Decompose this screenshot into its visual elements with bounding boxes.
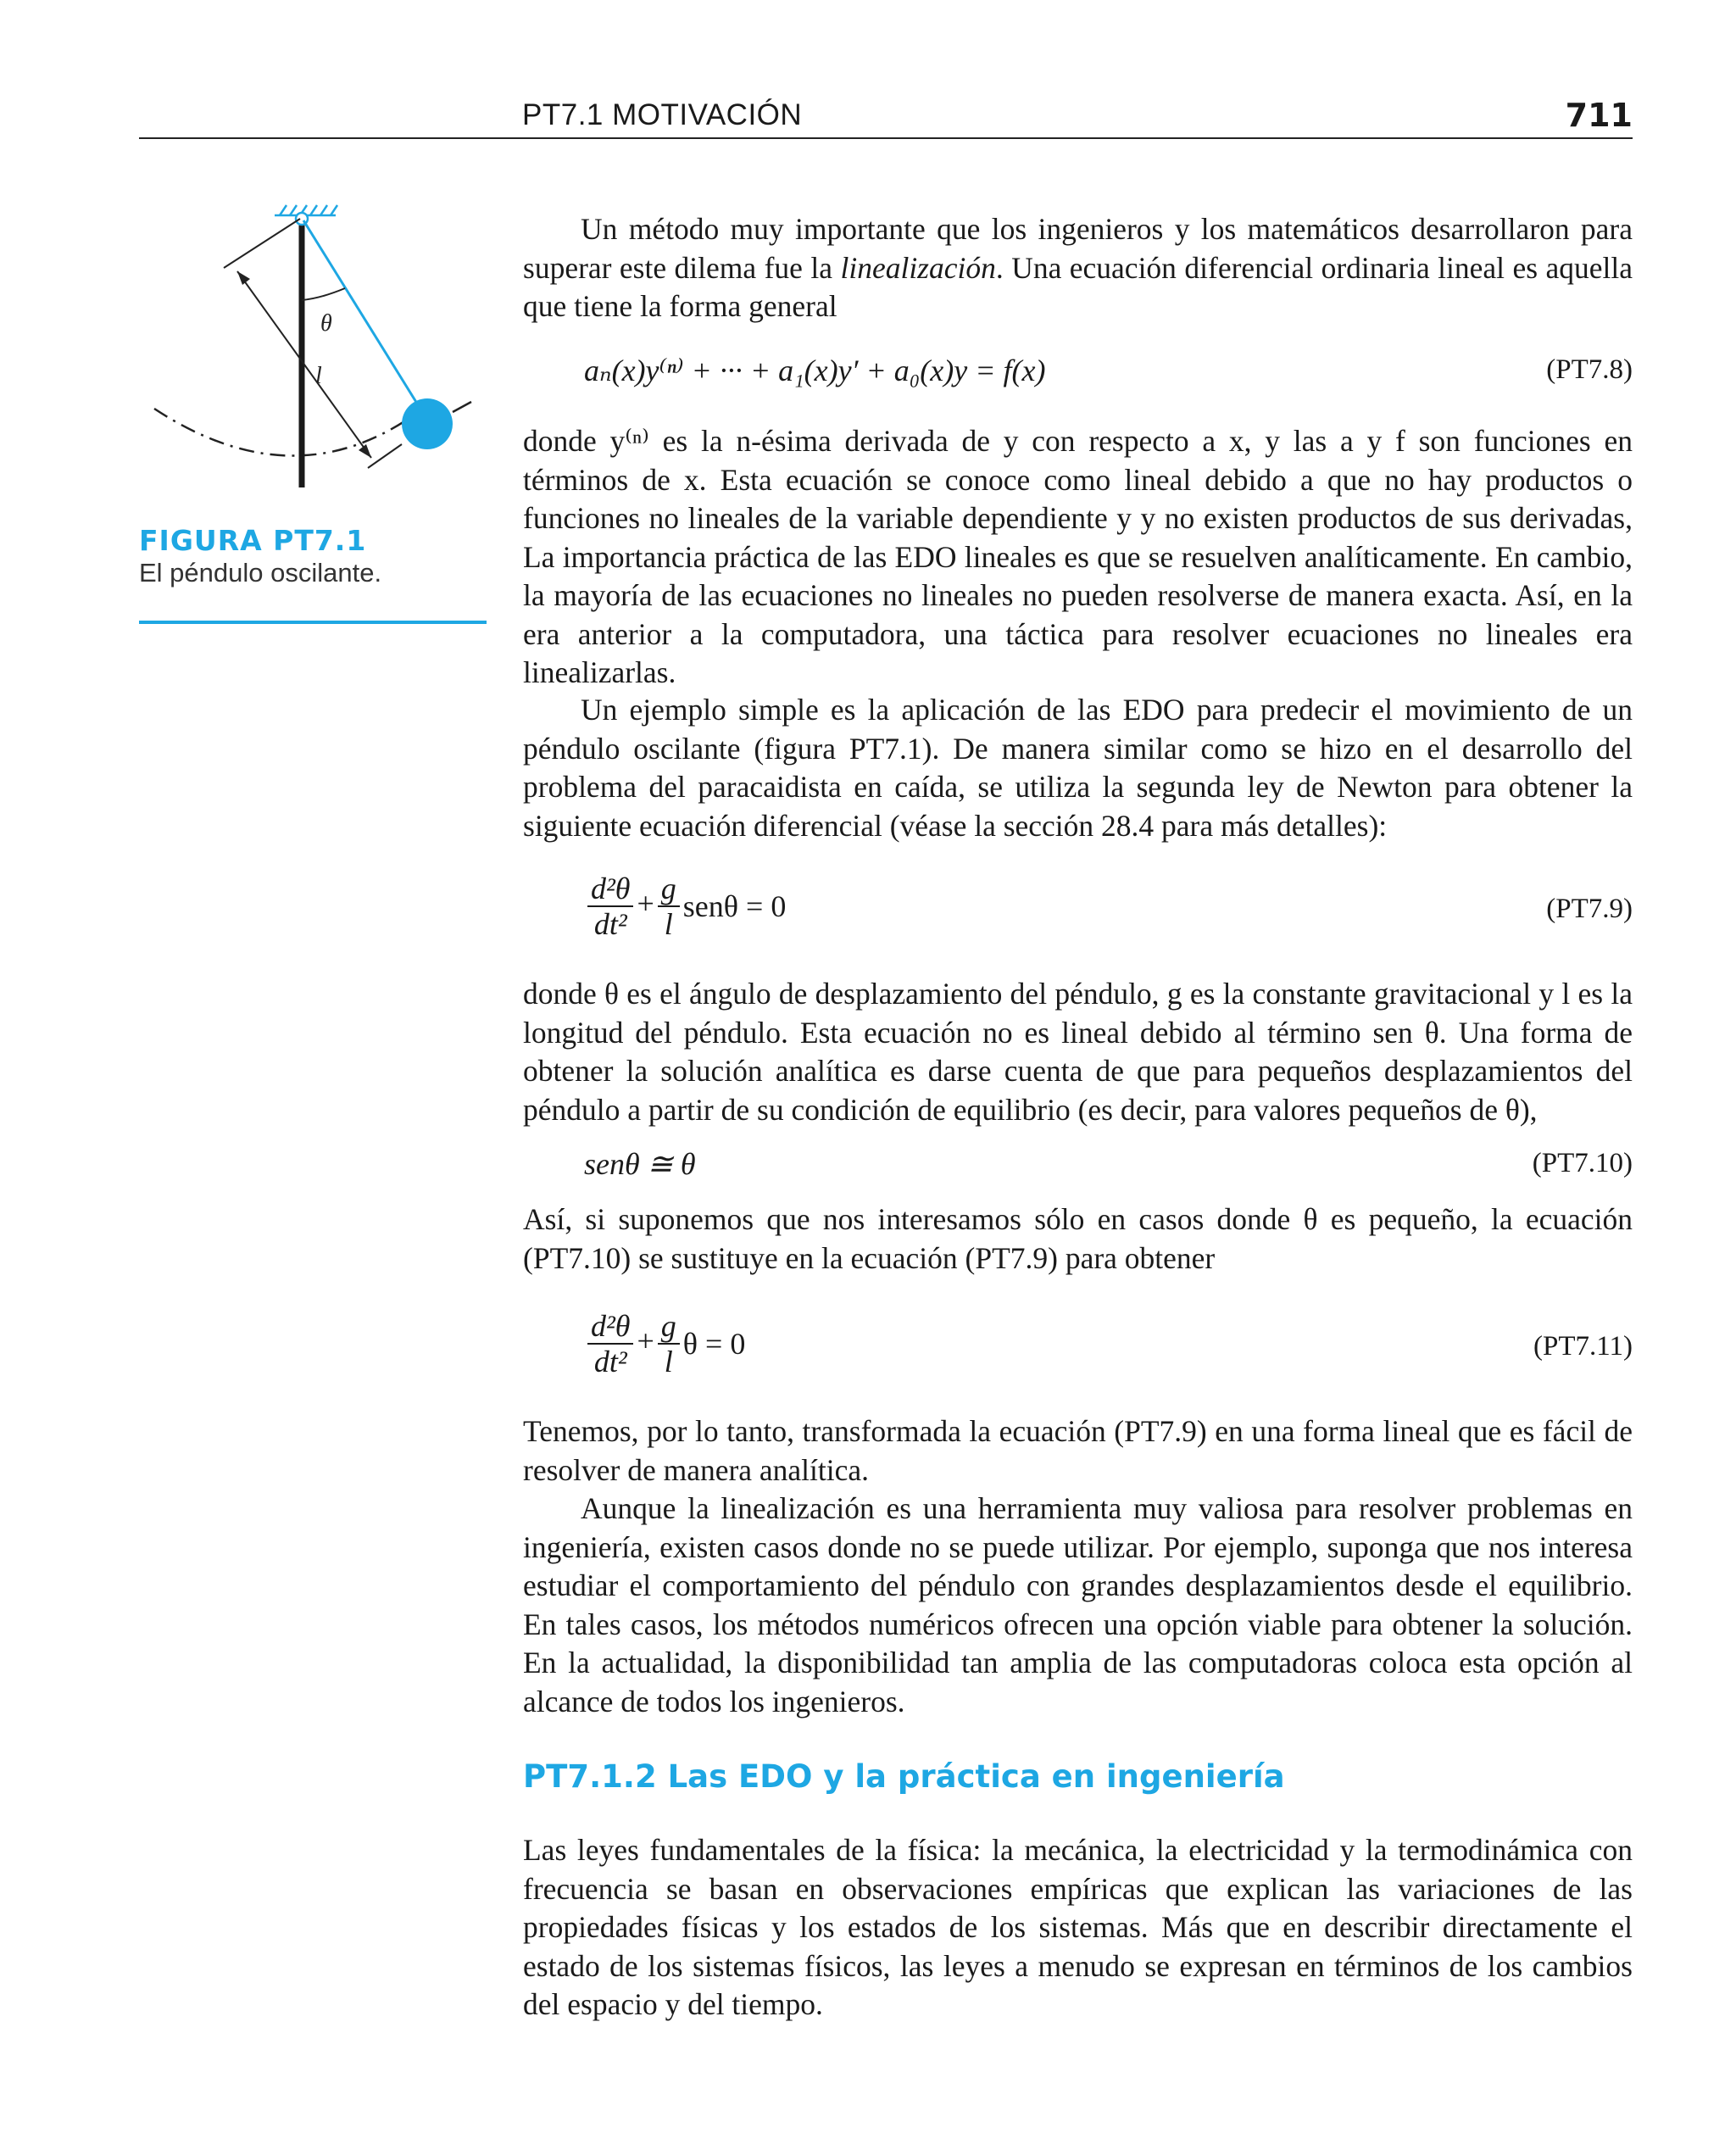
p7-text: Aunque la linealización es una herramienta muy valiosa para resolver problemas en ingeniería, existen casos donde no se puede utilizar. Por ejemplo, suponga que nos interesa estudiar el comportamiento del péndulo con grandes desplazamientos desde el equilibrio. En tales casos, los métodos numéricos ofrecen una opción viable para obtener la solución. En la actualidad, la disponibilidad tan amplia de las computadoras coloca esta opción al alcance de todos los ingenieros. (523, 1491, 1633, 1718)
equation-pt7-8 (523, 351, 1633, 402)
equation-number: (PT7.8) (1546, 354, 1633, 385)
pendulum-bob (402, 398, 453, 449)
paragraph-3 (523, 691, 1633, 845)
equation-pt7-9: $\frac{\text{d²θ}}{\text{dt²}}$ + $\frac{g}{l}$ senθ = 0 (PT7.9) (523, 872, 1633, 956)
p8-text: Las leyes fundamentales de la física: la mecánica, la electricidad y la termodinámica con frecuencia se basan en observaciones empíricas que explican las variaciones de las propiedades físicas y los estados de los sistemas. Más que en describir directamente el estado de los sistemas físicos, las leyes a menudo se expresan en términos de los cambios del espacio y del tiempo. (523, 1833, 1633, 2021)
paragraph-5 (523, 1200, 1633, 1278)
length-label: l (315, 363, 322, 389)
page-header (139, 95, 1633, 139)
figure-caption: El péndulo oscilante. (139, 558, 382, 588)
p1-text-a: Un método muy importante que los ingenieros y los matemáticos desarrollaron para superar este dilema fue la (523, 212, 1633, 285)
fraction-g-l: $\frac{g}{l}$ (658, 872, 680, 941)
fraction-d2theta: $\frac{\text{d²θ}}{\text{dt²}}$ (587, 872, 633, 941)
equation-body: senθ ≅ θ (584, 1147, 696, 1181)
equation-number: (PT7.9) (1546, 894, 1633, 924)
equation-pt7-10 (523, 1146, 1633, 1197)
fraction-d2theta: $\frac{\text{d²θ}}{\text{dt²}}$ (587, 1309, 633, 1379)
figure-title: FIGURA PT7.1 (139, 524, 367, 557)
eq9-rest: senθ = 0 (682, 889, 787, 923)
paragraph-7 (523, 1490, 1633, 1721)
pendulum-diagram (139, 195, 487, 517)
fraction-g-l: $\frac{g}{l}$ (658, 1309, 680, 1379)
paragraph-4 (523, 975, 1633, 1129)
paragraph-8 (523, 1831, 1633, 2025)
p4-text: donde θ es el ángulo de desplazamiento del péndulo, g es la constante gravitacional y l es la longitud del péndulo. Esta ecuación no es lineal debido al término sen θ. Una forma de obtener la solución analítica es darse cuenta de que para pequeños desplazamientos del péndulo a partir de su condición de equilibrio (es decir, para valores pequeños de θ), (523, 977, 1633, 1127)
paragraph-1 (523, 210, 1633, 326)
paragraph-2 (523, 422, 1633, 693)
p6-text: Tenemos, por lo tanto, transformada la ecuación (PT7.9) en una forma lineal que es fácil de resolver de manera analítica. (523, 1414, 1633, 1487)
theta-label: θ (320, 310, 332, 337)
equation-number: (PT7.10) (1532, 1148, 1633, 1178)
p1-text-b: . Una ecuación diferencial ordinaria lineal es aquella que tiene la forma general (523, 250, 1633, 323)
section-subheading: PT7.1.2 Las EDO y la práctica en ingeniería (523, 1758, 1285, 1795)
equation-number: (PT7.11) (1533, 1331, 1633, 1362)
swing-arc (154, 405, 427, 456)
eq11-rest: θ = 0 (682, 1327, 746, 1361)
p3-text: Un ejemplo simple es la aplicación de las EDO para predecir el movimiento de un péndulo oscilante (figura PT7.1). De manera similar como se hizo en el desarrollo del problema del paracaidista en caída, se utiliza la segunda ley de Newton para obtener la siguiente ecuación diferencial (véase la sección 28.4 para más detalles): (523, 693, 1633, 843)
p2-text: donde y⁽ⁿ⁾ es la n-ésima derivada de y con respecto a x, y las a y f son funciones en términos de x. Esta ecuación se conoce como lineal debido a que no hay productos o funciones no lineales de la variable dependiente y y no existen productos de sus derivadas, La importancia práctica de las EDO lineales es que se resuelven analíticamente. En cambio, la mayoría de las ecuaciones no lineales no pueden resolverse de manera exacta. Así, en la era anterior a la computadora, una táctica para resolver ecuaciones no lineales era linealizarlas. (523, 424, 1633, 689)
equation-body: aₙ(x)y⁽ⁿ⁾ + ··· + a₁(x)y′ + a₀(x)y = f(x) (584, 354, 1046, 387)
p1-emphasis: linealización (840, 250, 996, 285)
p5-text: Así, si suponemos que nos interesamos sólo en casos donde θ es pequeño, la ecuación (PT7.10) se sustituye en la ecuación (PT7.9) para obtener (523, 1202, 1633, 1275)
equation-pt7-11: $\frac{\text{d²θ}}{\text{dt²}}$ + $\frac{g}{l}$ θ = 0 (PT7.11) (523, 1309, 1633, 1394)
paragraph-6 (523, 1412, 1633, 1490)
figure-divider (139, 621, 487, 624)
page-number: 711 (1565, 97, 1633, 134)
section-title: PT7.1 MOTIVACIÓN (522, 98, 803, 131)
